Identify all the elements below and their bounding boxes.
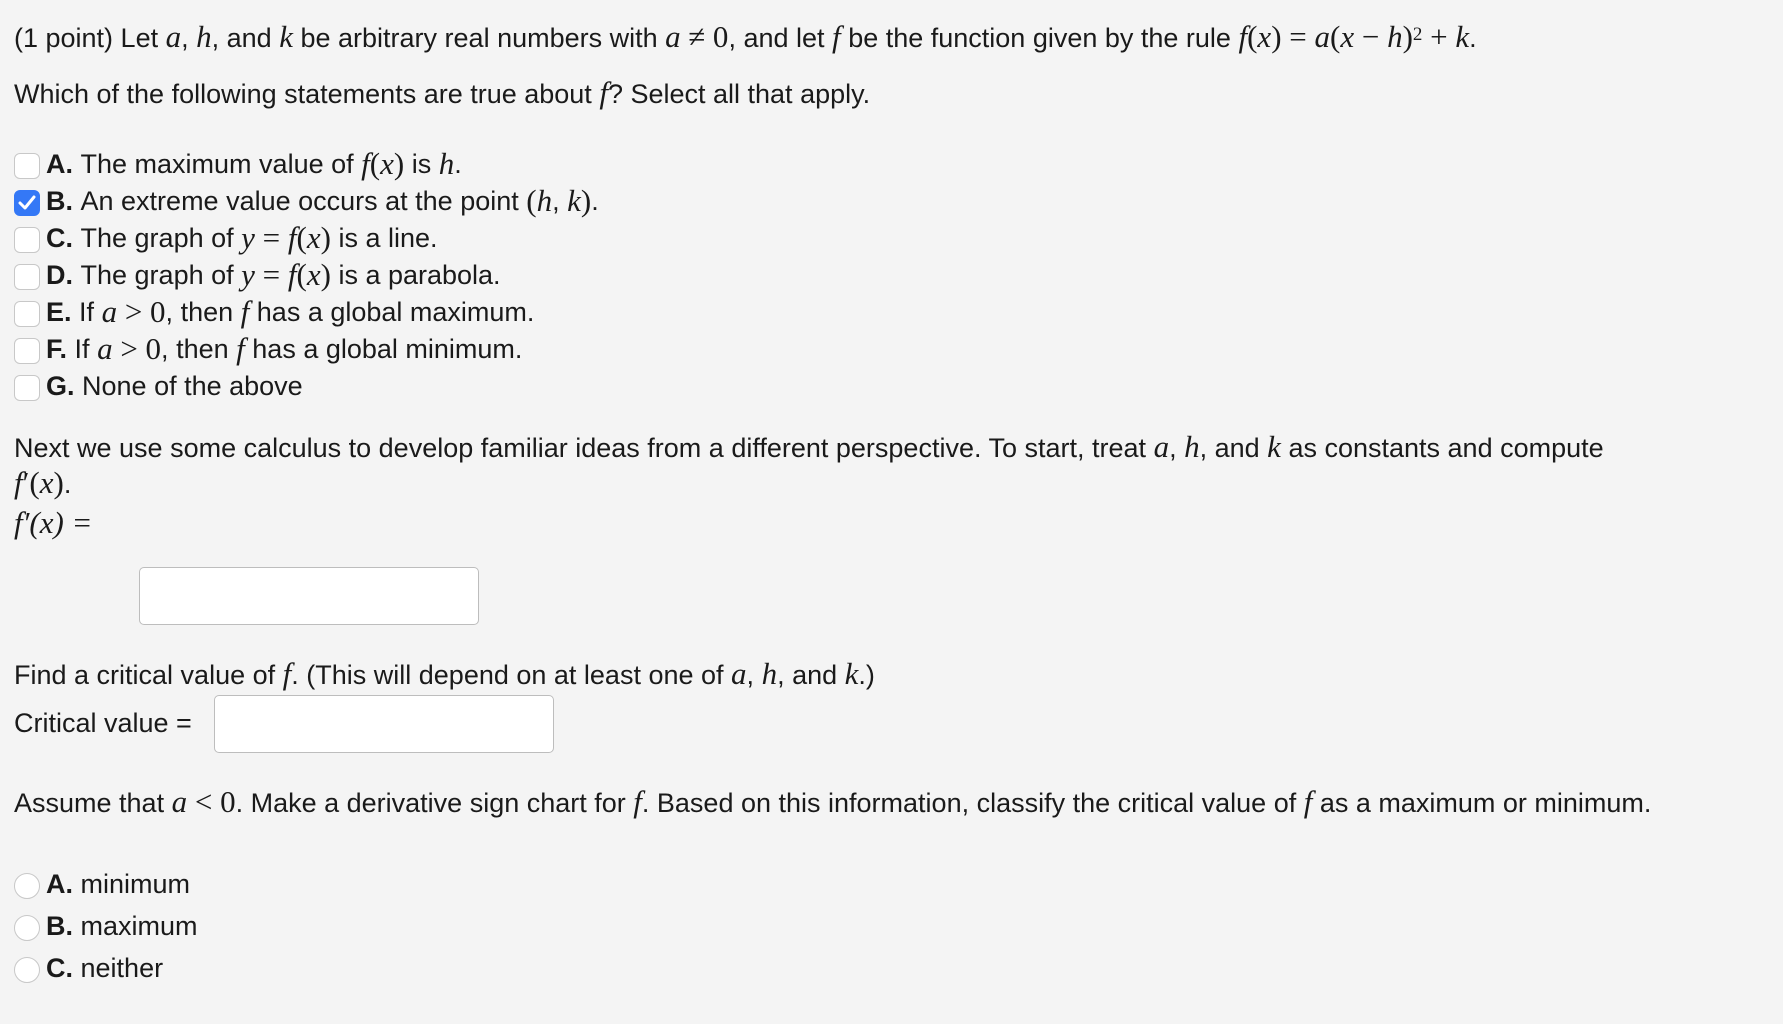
option-f[interactable]: F. If a > 0 , then f has a global minimum. — [14, 332, 522, 366]
radio-c[interactable] — [14, 957, 40, 983]
checkbox-a[interactable] — [14, 153, 40, 179]
option-e[interactable]: E. If a > 0 , then f has a global maximum. — [14, 295, 534, 329]
classification-prompt: Assume that a < 0. Make a derivative sign chart for f. Based on this information, classify the critical value of f as a maximum or minimum. — [14, 784, 1652, 819]
derivative-input[interactable] — [139, 567, 479, 625]
statement-lead: (1 point) Let — [14, 23, 166, 53]
derivative-prompt: Next we use some calculus to develop familiar ideas from a different perspective. To start, treat a, h, and k as constants and compute — [14, 429, 1604, 464]
checkbox-c[interactable] — [14, 227, 40, 253]
question-prompt: Which of the following statements are true about f? Select all that apply. — [14, 75, 871, 110]
critical-value-label: Critical value = — [14, 708, 192, 738]
option-a[interactable]: A. The maximum value of f ( x ) is h . — [14, 147, 462, 181]
question-statement: (1 point) Let a, h, and k be arbitrary real numbers with a ≠ 0, and let f be the function given by the rule $f(x) = a(x - h)^2 + k$. — [14, 19, 1477, 54]
radio-a[interactable] — [14, 873, 40, 899]
option-b[interactable]: B. An extreme value occurs at the point ( h , k ) . — [14, 184, 599, 218]
checkbox-f[interactable] — [14, 338, 40, 364]
option-d[interactable]: D. The graph of y = f ( x ) is a parabola. — [14, 258, 501, 292]
critical-value-input[interactable] — [214, 695, 554, 753]
radio-b[interactable] — [14, 915, 40, 941]
critical-value-prompt: Find a critical value of f. (This will depend on at least one of a, h, and k.) — [14, 656, 875, 691]
checkbox-d[interactable] — [14, 264, 40, 290]
checkbox-e[interactable] — [14, 301, 40, 327]
derivative-label: f′(x) = — [14, 505, 93, 540]
checkbox-b-checked[interactable] — [14, 190, 40, 216]
checkbox-g[interactable] — [14, 375, 40, 401]
checkmark-icon — [18, 195, 36, 211]
option-g[interactable]: G. None of the above — [14, 369, 303, 403]
radio-option-minimum[interactable]: A. minimum — [14, 867, 190, 901]
option-c[interactable]: C. The graph of y = f ( x ) is a line. — [14, 221, 438, 255]
derivative-expression: f′(x). — [14, 465, 72, 500]
radio-option-neither[interactable]: C. neither — [14, 951, 163, 985]
radio-option-maximum[interactable]: B. maximum — [14, 909, 198, 943]
